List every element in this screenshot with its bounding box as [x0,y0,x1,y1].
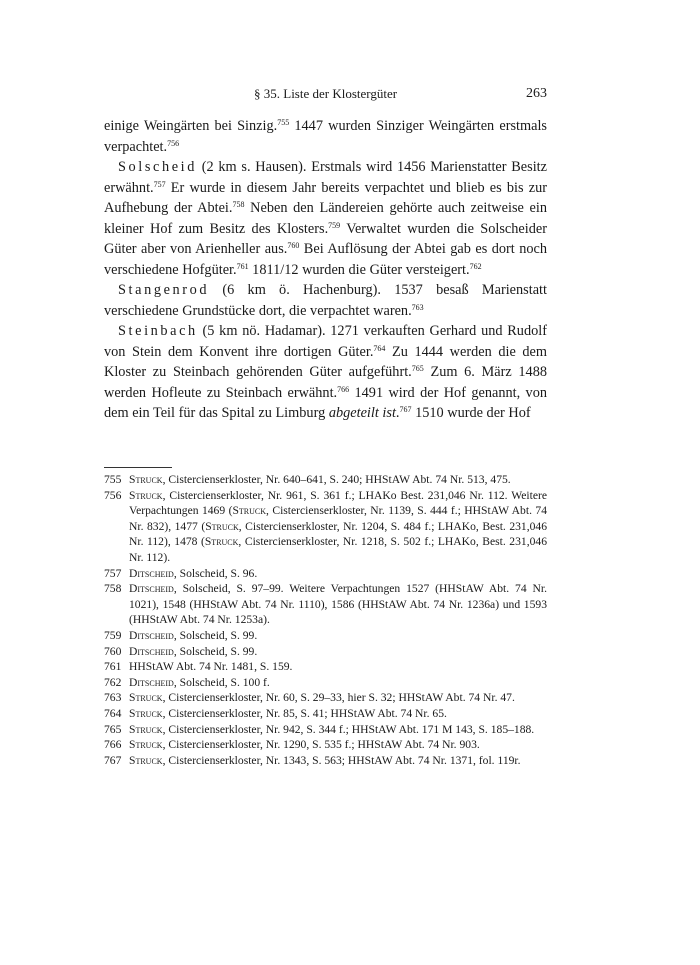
footnote-ref[interactable]: 763 [411,302,424,312]
italic-quote: abgeteilt ist [328,405,396,421]
footnote-ref[interactable]: 757 [153,179,166,189]
footnote-760: 760 Ditscheid, Solscheid, S. 99. [104,644,258,658]
footnote-762: 762 Ditscheid, Solscheid, S. 100 f. [104,675,270,689]
footnote-ref[interactable]: 767 [399,405,412,414]
footnote-759: 759 Ditscheid, Solscheid, S. 99. [104,628,258,642]
footnote-763: 763 Struck, Cistercienserkloster, Nr. 60, S. 29–33, hier S. 32; HHStAW Abt. 74 Nr. 47. [104,691,515,705]
footnote-ref[interactable]: 765 [411,364,424,373]
footnote-756: 756 Struck, Cistercienserkloster, Nr. 961, S. 361 f.; LHAKo Best. 231,046 Nr. 112. Weitere Verpachtungen 1469 (Struck, Cistercienserkloster, Nr. 1139, S. 444 f.; HHStAW Abt. 74 Nr. 832), 1477 (Struck, Cistercienserkloster, Nr. 1204, S. 484 f.; LHAKo, Best. 231,046 Nr. 112), 1478 (Struck, Cistercienserkloster, Nr. 1218, S. 502 f.; LHAKo, Best. 231,046 Nr. 112). [104,488,548,564]
footnote-766: 766 Struck, Cistercienserkloster, Nr. 1290, S. 535 f.; HHStAW Abt. 74 Nr. 903. [104,738,480,752]
paragraph: Solscheid (2 km s. Hausen). Erstmals wird 1456 Marienstatter Besitz erwähnt.$^{757}$ Er wurde in diesem Jahr bereits verpachtet und blieb es bis zur Aufhebung der Abtei.$^{758}$ Neben den Ländereien gehörte auch zeitweise ein kleiner Hof zum Besitz des Klosters.$^{759}$ Verwaltet wurden die Solscheider Güter aber von Arienheller aus.$^{760}$ Bei Auflösung der Abtei gab es dort noch verschiedene Hofgüter.$^{761}$ 1811/12 wurden die Güter versteigert.$^{762}$ [104,159,548,278]
footnote-761: 761 HHStAW Abt. 74 Nr. 1481, S. 159. [104,660,293,674]
footnote-separator [104,467,172,468]
page-number: 263 [526,86,547,101]
main-text [104,116,547,424]
running-title: § 35. Liste der Klostergüter [254,86,398,101]
paragraph: Steinbach (5 km nö. Hadamar). 1271 verkauften Gerhard und Rudolf von Stein dem Konvent ihre dortigen Güter.$^{764}$ Zu 1444 werden die dem Kloster zu Steinbach gehörenden Güter aufgeführt.$^{765}$ Zum 6. März 1488 werden Hofleute zu Steinbach erwähnt.$^{766}$ 1491 wird der Hof genannt, von dem ein Teil für das Spital zu Limburg abgeteilt ist.$^{767}$ 1510 wurde der Hof [104,323,548,421]
place-name: Steinbach [118,323,198,339]
footnote-757: 757 Ditscheid, Solscheid, S. 96. [104,566,258,580]
footnotes [104,472,547,768]
footnote-767: 767 Struck, Cistercienserkloster, Nr. 1343, S. 563; HHStAW Abt. 74 Nr. 1371, fol. 119r. [104,753,521,767]
footnote-ref[interactable]: 761 [236,261,249,271]
footnote-ref[interactable]: 762 [469,261,482,271]
place-name: Stangenrod [118,282,210,298]
footnote-ref[interactable]: 758 [232,200,245,209]
footnote-ref[interactable]: 766 [337,384,350,394]
paragraph: einige Weingärten bei Sinzig.$^{755}$ 1447 wurden Sinziger Weingärten erstmals verpachtet.$^{756}$ [104,118,547,155]
footnote-758: 758 Ditscheid, Solscheid, S. 97–99. Weitere Verpachtungen 1527 (HHStAW Abt. 74 Nr. 1021), 1548 (HHStAW Abt. 74 Nr. 1110), 1586 (HHStAW Abt. 74 Nr. 1236a) und 1593 (HHStAW Abt. 74 Nr. 1253a). [104,582,547,627]
footnote-ref[interactable]: 756 [167,138,180,148]
paragraph: Stangenrod (6 km ö. Hachenburg). 1537 besaß Marienstatt verschiedene Grundstücke dort, die verpachtet waren.$^{763}$ [104,282,547,319]
footnote-ref[interactable]: 764 [373,343,386,353]
footnote-755: 755 Struck, Cistercienserkloster, Nr. 640–641, S. 240; HHStAW Abt. 74 Nr. 513, 475. [104,473,511,486]
footnote-764: 764 Struck, Cistercienserkloster, Nr. 85, S. 41; HHStAW Abt. 74 Nr. 65. [104,706,447,720]
place-name: Solscheid [118,159,197,175]
footnote-765: 765 Struck, Cistercienserkloster, Nr. 942, S. 344 f.; HHStAW Abt. 171 M 143, S. 185–188. [104,722,535,736]
footnote-ref[interactable]: 759 [328,220,341,230]
footnote-ref[interactable]: 760 [287,241,300,250]
footnote-ref[interactable]: 755 [277,118,290,127]
